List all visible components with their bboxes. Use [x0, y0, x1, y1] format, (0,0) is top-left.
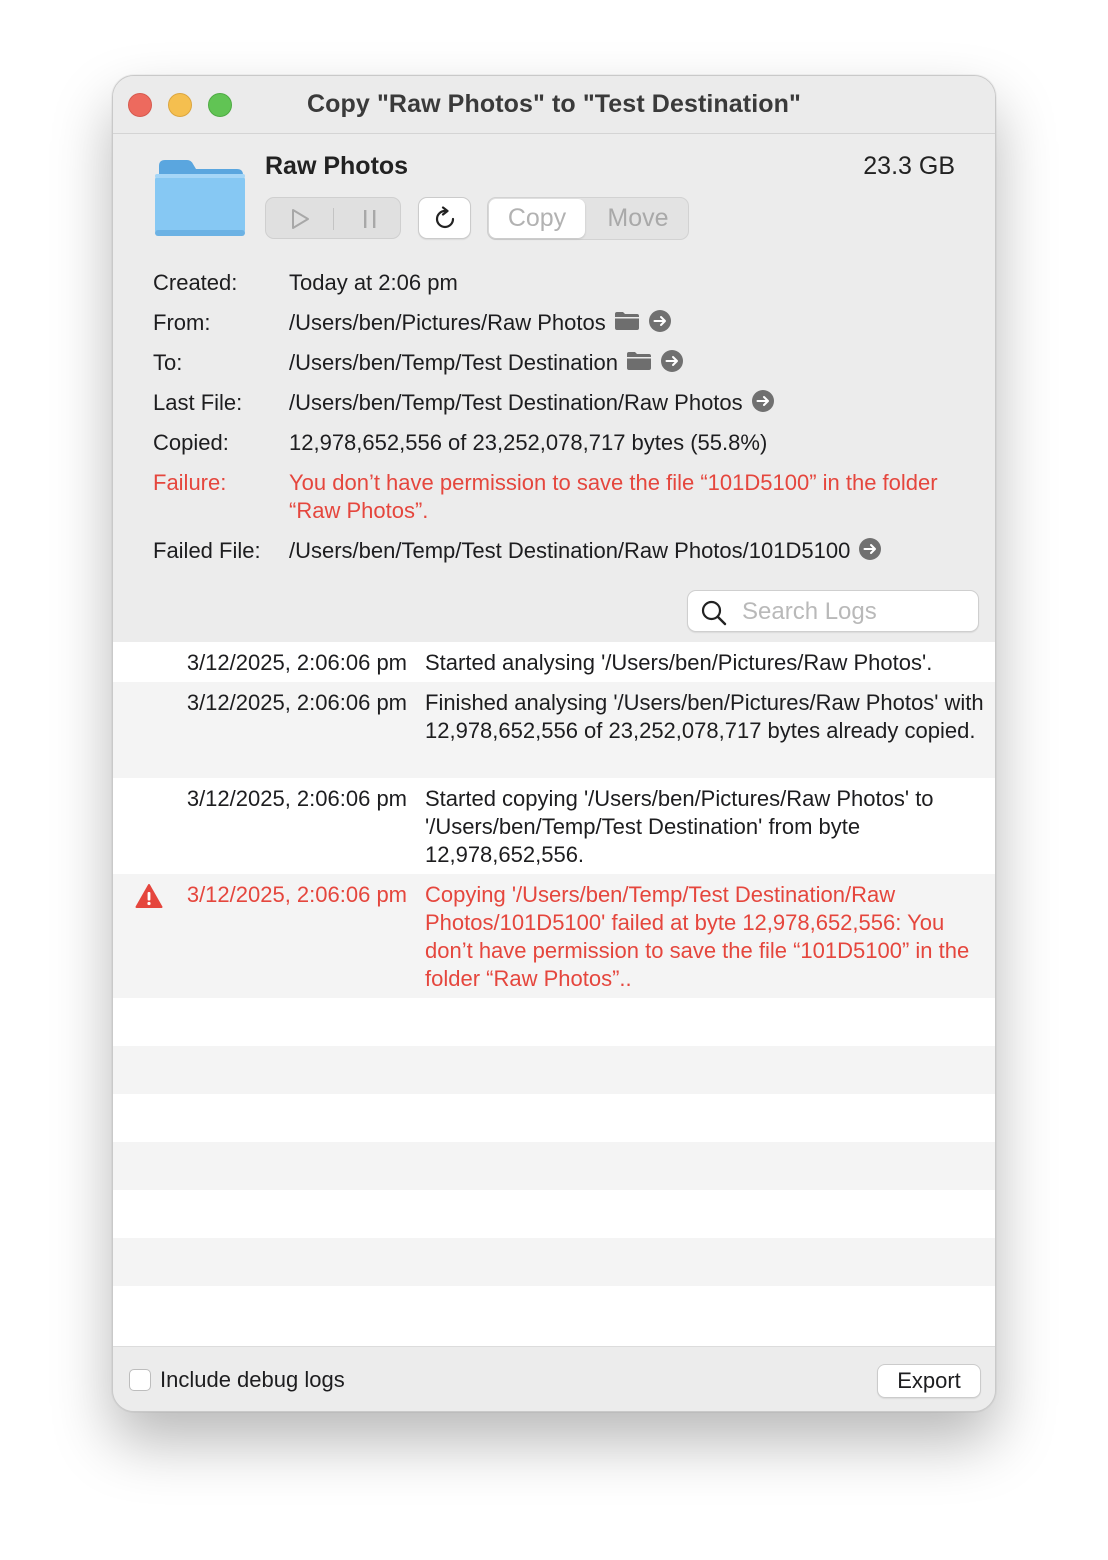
copied-label: Copied: — [153, 430, 229, 455]
go-arrow-icon[interactable] — [858, 537, 882, 561]
from-label: From: — [153, 310, 211, 335]
search-input[interactable] — [740, 595, 974, 629]
go-arrow-icon[interactable] — [751, 389, 775, 413]
debug-logs-label[interactable]: Include debug logs — [160, 1367, 345, 1392]
log-message: Copying '/Users/ben/Temp/Test Destination/Raw Photos/101D5100' failed at byte 12,978,652,556: You don’t have permission to save the file “101D5100” in the folder “Raw Photos”.. — [425, 882, 970, 991]
search-icon — [700, 599, 728, 627]
empty-row — [113, 1094, 995, 1142]
log-timestamp: 3/12/2025, 2:06:06 pm — [186, 650, 407, 675]
log-table[interactable] — [113, 642, 995, 1346]
copy-option[interactable]: Copy — [489, 199, 585, 238]
reveal-folder-icon[interactable] — [614, 311, 640, 331]
empty-row — [113, 1238, 995, 1286]
go-arrow-icon[interactable] — [660, 349, 684, 373]
log-message: Started copying '/Users/ben/Pictures/Raw Photos' to '/Users/ben/Temp/Test Destination' from byte 12,978,652,556. — [425, 786, 934, 867]
log-row[interactable] — [113, 778, 995, 874]
to-value-container — [289, 350, 949, 376]
failure-value: You don’t have permission to save the file “101D5100” in the folder “Raw Photos”. — [289, 470, 938, 523]
item-name: Raw Photos — [265, 152, 409, 180]
empty-row — [113, 1286, 995, 1334]
copy-window — [112, 75, 996, 1412]
to-value: /Users/ben/Temp/Test Destination — [289, 350, 618, 375]
log-message: Started analysing '/Users/ben/Pictures/Raw Photos'. — [425, 650, 933, 675]
log-timestamp: 3/12/2025, 2:06:06 pm — [186, 882, 407, 907]
search-field[interactable] — [687, 590, 979, 632]
copy-move-segmented-control — [487, 197, 689, 240]
log-timestamp: 3/12/2025, 2:06:06 pm — [186, 786, 407, 811]
window-title: Copy "Raw Photos" to "Test Destination" — [307, 90, 801, 118]
empty-row — [113, 1046, 995, 1094]
log-row-error[interactable] — [113, 874, 995, 998]
segment-divider — [333, 208, 334, 230]
play-icon[interactable] — [288, 208, 312, 230]
from-value: /Users/ben/Pictures/Raw Photos — [289, 310, 606, 335]
last-file-label: Last File: — [153, 390, 243, 415]
item-size: 23.3 GB — [863, 152, 955, 180]
debug-logs-checkbox[interactable] — [129, 1369, 151, 1391]
from-value-container — [289, 310, 949, 336]
go-arrow-icon[interactable] — [648, 309, 672, 333]
failed-file-value: /Users/ben/Temp/Test Destination/Raw Photos/101D5100 — [289, 538, 851, 563]
empty-row — [113, 1142, 995, 1190]
footer-bar — [113, 1346, 995, 1412]
to-label: To: — [153, 350, 183, 375]
created-value: Today at 2:06 pm — [289, 270, 458, 295]
move-option[interactable]: Move — [607, 204, 669, 232]
play-pause-control — [265, 197, 401, 239]
last-file-value: /Users/ben/Temp/Test Destination/Raw Photos — [289, 390, 743, 415]
log-timestamp: 3/12/2025, 2:06:06 pm — [186, 690, 407, 715]
log-message: Finished analysing '/Users/ben/Pictures/Raw Photos' with 12,978,652,556 of 23,252,078,717 bytes already copied. — [425, 690, 984, 743]
log-row[interactable] — [113, 682, 995, 778]
copied-value: 12,978,652,556 of 23,252,078,717 bytes (55.8%) — [289, 430, 768, 455]
created-label: Created: — [153, 270, 238, 295]
folder-icon — [153, 158, 247, 238]
last-file-value-container — [289, 390, 949, 416]
log-row[interactable] — [113, 642, 995, 682]
failed-file-label: Failed File: — [153, 538, 261, 563]
pause-icon[interactable] — [360, 209, 380, 229]
title-bar — [113, 76, 995, 134]
reload-icon — [432, 206, 458, 232]
reveal-folder-icon[interactable] — [626, 351, 652, 371]
failure-label: Failure: — [153, 470, 227, 495]
empty-row — [113, 998, 995, 1046]
restart-button[interactable] — [418, 197, 471, 239]
export-button[interactable]: Export — [877, 1364, 981, 1398]
failed-file-value-container — [289, 538, 949, 564]
empty-row — [113, 1190, 995, 1238]
